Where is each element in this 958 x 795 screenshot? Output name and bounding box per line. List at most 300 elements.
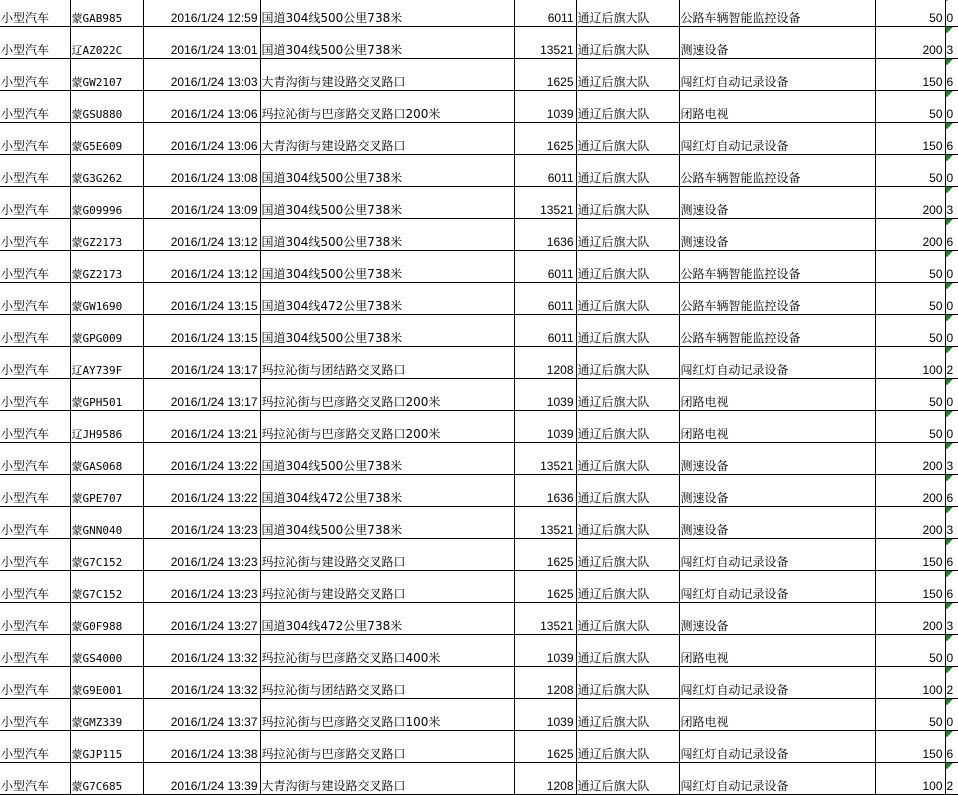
cell-points[interactable]: [945, 59, 958, 91]
cell-text: 13521: [540, 619, 574, 633]
cell-device-type[interactable]: [679, 699, 875, 731]
cell-text: 小型汽车: [1, 747, 50, 761]
cell-department[interactable]: [576, 379, 679, 411]
cell-location-code[interactable]: [514, 155, 576, 187]
cell-timestamp[interactable]: [143, 475, 260, 507]
cell-vehicle-type[interactable]: [0, 731, 70, 763]
cell-text: 200: [922, 619, 943, 633]
cell-plate-number[interactable]: [70, 91, 143, 123]
cell-timestamp[interactable]: [143, 379, 260, 411]
cell-location[interactable]: [260, 219, 514, 251]
cell-vehicle-type[interactable]: [0, 315, 70, 347]
cell-timestamp[interactable]: [143, 123, 260, 155]
cell-location-code[interactable]: [514, 347, 576, 379]
cell-text: 3: [946, 459, 954, 473]
cell-device-type[interactable]: [679, 91, 875, 123]
cell-vehicle-type[interactable]: [0, 123, 70, 155]
table-row: [0, 603, 958, 635]
cell-plate-number[interactable]: [70, 443, 143, 475]
cell-fine-amount[interactable]: [875, 411, 945, 443]
cell-timestamp[interactable]: [143, 59, 260, 91]
cell-points[interactable]: [945, 571, 958, 603]
cell-location[interactable]: [260, 123, 514, 155]
cell-vehicle-type[interactable]: [0, 91, 70, 123]
cell-text: 蒙GPE707: [71, 492, 123, 505]
cell-device-type[interactable]: [679, 763, 875, 795]
cell-timestamp[interactable]: [143, 507, 260, 539]
cell-fine-amount[interactable]: [875, 251, 945, 283]
cell-text: 蒙GZ2173: [71, 236, 123, 249]
cell-plate-number[interactable]: [70, 667, 143, 699]
cell-points[interactable]: [945, 507, 958, 539]
cell-text: 通辽后旗大队: [577, 331, 650, 345]
cell-text: 通辽后旗大队: [577, 107, 650, 121]
cell-fine-amount[interactable]: [875, 187, 945, 219]
cell-device-type[interactable]: [679, 603, 875, 635]
cell-text: 蒙GNN040: [71, 524, 123, 537]
cell-timestamp[interactable]: [143, 667, 260, 699]
cell-device-type[interactable]: [679, 0, 875, 27]
cell-points[interactable]: [945, 667, 958, 699]
cell-location[interactable]: [260, 315, 514, 347]
cell-plate-number[interactable]: [70, 635, 143, 667]
cell-text: 闭路电视: [680, 427, 729, 441]
cell-location[interactable]: [260, 283, 514, 315]
cell-location-code[interactable]: [514, 635, 576, 667]
cell-timestamp[interactable]: [143, 155, 260, 187]
cell-device-type[interactable]: [679, 539, 875, 571]
cell-fine-amount[interactable]: [875, 635, 945, 667]
cell-text: 2016/1/24 13:22: [170, 491, 258, 505]
cell-location-code[interactable]: [514, 507, 576, 539]
cell-points[interactable]: [945, 219, 958, 251]
cell-vehicle-type[interactable]: [0, 251, 70, 283]
cell-points[interactable]: [945, 731, 958, 763]
table-row: [0, 731, 958, 763]
cell-text: 大青沟街与建设路交叉路口: [261, 139, 406, 153]
cell-device-type[interactable]: [679, 283, 875, 315]
cell-text: 通辽后旗大队: [577, 43, 650, 57]
cell-text: 闯红灯自动记录设备: [680, 587, 789, 601]
cell-text: 国道304线500公里738米: [261, 331, 403, 345]
cell-points[interactable]: [945, 123, 958, 155]
cell-vehicle-type[interactable]: [0, 763, 70, 795]
cell-plate-number[interactable]: [70, 123, 143, 155]
cell-fine-amount[interactable]: [875, 731, 945, 763]
cell-text: 测速设备: [680, 491, 729, 505]
cell-points[interactable]: [945, 443, 958, 475]
cell-location-code[interactable]: [514, 27, 576, 59]
cell-plate-number[interactable]: [70, 379, 143, 411]
cell-department[interactable]: [576, 155, 679, 187]
cell-text: 0: [946, 299, 954, 313]
cell-department[interactable]: [576, 347, 679, 379]
cell-points[interactable]: [945, 539, 958, 571]
table-row: [0, 475, 958, 507]
cell-vehicle-type[interactable]: [0, 507, 70, 539]
table-row: [0, 379, 958, 411]
cell-location[interactable]: [260, 251, 514, 283]
cell-vehicle-type[interactable]: [0, 219, 70, 251]
cell-text: 小型汽车: [1, 459, 50, 473]
cell-plate-number[interactable]: [70, 187, 143, 219]
cell-department[interactable]: [576, 91, 679, 123]
cell-text: 闯红灯自动记录设备: [680, 683, 789, 697]
cell-text: 通辽后旗大队: [577, 235, 650, 249]
cell-plate-number[interactable]: [70, 155, 143, 187]
cell-points[interactable]: [945, 27, 958, 59]
cell-department[interactable]: [576, 507, 679, 539]
cell-text: 玛拉沁街与团结路交叉路口: [261, 683, 406, 697]
cell-location[interactable]: [260, 27, 514, 59]
cell-fine-amount[interactable]: [875, 91, 945, 123]
cell-plate-number[interactable]: [70, 0, 143, 27]
cell-location-code[interactable]: [514, 251, 576, 283]
cell-device-type[interactable]: [679, 379, 875, 411]
cell-vehicle-type[interactable]: [0, 699, 70, 731]
cell-text: 小型汽车: [1, 715, 50, 729]
cell-location[interactable]: [260, 475, 514, 507]
cell-plate-number[interactable]: [70, 571, 143, 603]
cell-points[interactable]: [945, 0, 958, 27]
cell-location[interactable]: [260, 763, 514, 795]
cell-plate-number[interactable]: [70, 347, 143, 379]
cell-timestamp[interactable]: [143, 219, 260, 251]
cell-points[interactable]: [945, 283, 958, 315]
cell-timestamp[interactable]: [143, 699, 260, 731]
cell-department[interactable]: [576, 187, 679, 219]
cell-timestamp[interactable]: [143, 571, 260, 603]
cell-text: 通辽后旗大队: [577, 715, 650, 729]
cell-text: 50: [929, 331, 943, 345]
cell-text: 0: [946, 331, 954, 345]
cell-device-type[interactable]: [679, 731, 875, 763]
cell-points[interactable]: [945, 187, 958, 219]
cell-text: 公路车辆智能监控设备: [680, 299, 801, 313]
cell-fine-amount[interactable]: [875, 507, 945, 539]
cell-device-type[interactable]: [679, 411, 875, 443]
cell-text: 6011: [547, 331, 574, 345]
cell-department[interactable]: [576, 27, 679, 59]
cell-text: 50: [929, 715, 943, 729]
cell-fine-amount[interactable]: [875, 539, 945, 571]
cell-device-type[interactable]: [679, 187, 875, 219]
cell-location[interactable]: [260, 667, 514, 699]
cell-location-code[interactable]: [514, 187, 576, 219]
cell-plate-number[interactable]: [70, 411, 143, 443]
cell-points[interactable]: [945, 763, 958, 795]
cell-points[interactable]: [945, 379, 958, 411]
cell-text: 6011: [547, 267, 574, 281]
cell-timestamp[interactable]: [143, 91, 260, 123]
cell-text: 1636: [546, 235, 574, 249]
cell-timestamp[interactable]: [143, 251, 260, 283]
cell-timestamp[interactable]: [143, 283, 260, 315]
cell-location-code[interactable]: [514, 475, 576, 507]
cell-device-type[interactable]: [679, 571, 875, 603]
cell-device-type[interactable]: [679, 507, 875, 539]
cell-device-type[interactable]: [679, 443, 875, 475]
cell-timestamp[interactable]: [143, 0, 260, 27]
cell-vehicle-type[interactable]: [0, 59, 70, 91]
cell-vehicle-type[interactable]: [0, 411, 70, 443]
cell-text: 2016/1/24 13:23: [170, 555, 258, 569]
cell-location[interactable]: [260, 187, 514, 219]
cell-text: 2: [946, 683, 954, 697]
cell-vehicle-type[interactable]: [0, 571, 70, 603]
cell-location-code[interactable]: [514, 411, 576, 443]
cell-vehicle-type[interactable]: [0, 443, 70, 475]
cell-department[interactable]: [576, 731, 679, 763]
cell-device-type[interactable]: [679, 123, 875, 155]
cell-location-code[interactable]: [514, 123, 576, 155]
cell-fine-amount[interactable]: [875, 219, 945, 251]
cell-vehicle-type[interactable]: [0, 539, 70, 571]
cell-text: 闯红灯自动记录设备: [680, 555, 789, 569]
cell-device-type[interactable]: [679, 635, 875, 667]
cell-plate-number[interactable]: [70, 763, 143, 795]
cell-department[interactable]: [576, 59, 679, 91]
cell-plate-number[interactable]: [70, 59, 143, 91]
cell-location[interactable]: [260, 443, 514, 475]
cell-points[interactable]: [945, 315, 958, 347]
cell-timestamp[interactable]: [143, 347, 260, 379]
cell-department[interactable]: [576, 0, 679, 27]
green-triangle-indicator-icon: [946, 731, 953, 739]
cell-location[interactable]: [260, 507, 514, 539]
cell-location-code[interactable]: [514, 59, 576, 91]
cell-timestamp[interactable]: [143, 763, 260, 795]
cell-plate-number[interactable]: [70, 603, 143, 635]
cell-vehicle-type[interactable]: [0, 155, 70, 187]
cell-location-code[interactable]: [514, 539, 576, 571]
cell-text: 通辽后旗大队: [577, 555, 650, 569]
cell-vehicle-type[interactable]: [0, 603, 70, 635]
green-triangle-indicator-icon: [946, 443, 953, 451]
cell-location[interactable]: [260, 571, 514, 603]
cell-vehicle-type[interactable]: [0, 187, 70, 219]
cell-department[interactable]: [576, 123, 679, 155]
cell-text: 1625: [546, 747, 574, 761]
cell-department[interactable]: [576, 539, 679, 571]
cell-fine-amount[interactable]: [875, 155, 945, 187]
cell-plate-number[interactable]: [70, 219, 143, 251]
cell-department[interactable]: [576, 315, 679, 347]
cell-department[interactable]: [576, 219, 679, 251]
cell-points[interactable]: [945, 347, 958, 379]
cell-text: 小型汽车: [1, 587, 50, 601]
cell-text: 6011: [547, 11, 574, 25]
cell-text: 通辽后旗大队: [577, 427, 650, 441]
cell-department[interactable]: [576, 603, 679, 635]
cell-fine-amount[interactable]: [875, 27, 945, 59]
cell-fine-amount[interactable]: [875, 443, 945, 475]
green-triangle-indicator-icon: [946, 155, 953, 163]
cell-text: 小型汽车: [1, 779, 50, 793]
cell-location-code[interactable]: [514, 571, 576, 603]
cell-vehicle-type[interactable]: [0, 347, 70, 379]
cell-text: 6011: [547, 171, 574, 185]
cell-fine-amount[interactable]: [875, 603, 945, 635]
cell-department[interactable]: [576, 667, 679, 699]
cell-location-code[interactable]: [514, 219, 576, 251]
cell-location[interactable]: [260, 539, 514, 571]
cell-location[interactable]: [260, 155, 514, 187]
cell-plate-number[interactable]: [70, 507, 143, 539]
cell-department[interactable]: [576, 699, 679, 731]
cell-vehicle-type[interactable]: [0, 283, 70, 315]
cell-text: 玛拉沁街与建设路交叉路口: [261, 587, 406, 601]
cell-device-type[interactable]: [679, 251, 875, 283]
cell-location-code[interactable]: [514, 763, 576, 795]
cell-text: 100: [922, 683, 943, 697]
cell-timestamp[interactable]: [143, 731, 260, 763]
cell-device-type[interactable]: [679, 347, 875, 379]
cell-text: 200: [922, 43, 943, 57]
cell-text: 13521: [540, 459, 574, 473]
table-row: [0, 315, 958, 347]
cell-location-code[interactable]: [514, 315, 576, 347]
cell-timestamp[interactable]: [143, 187, 260, 219]
cell-text: 测速设备: [680, 43, 729, 57]
cell-text: 蒙GW2107: [71, 76, 123, 89]
cell-location[interactable]: [260, 699, 514, 731]
cell-fine-amount[interactable]: [875, 475, 945, 507]
cell-location-code[interactable]: [514, 731, 576, 763]
cell-plate-number[interactable]: [70, 699, 143, 731]
cell-device-type[interactable]: [679, 667, 875, 699]
cell-plate-number[interactable]: [70, 731, 143, 763]
cell-vehicle-type[interactable]: [0, 379, 70, 411]
cell-device-type[interactable]: [679, 27, 875, 59]
cell-text: 蒙GPH501: [71, 396, 123, 409]
cell-timestamp[interactable]: [143, 539, 260, 571]
cell-timestamp[interactable]: [143, 635, 260, 667]
cell-points[interactable]: [945, 91, 958, 123]
cell-department[interactable]: [576, 763, 679, 795]
cell-text: 玛拉沁街与巴彦路交叉路口200米: [261, 427, 441, 441]
cell-location[interactable]: [260, 59, 514, 91]
cell-device-type[interactable]: [679, 219, 875, 251]
cell-text: 0: [946, 107, 954, 121]
cell-points[interactable]: [945, 699, 958, 731]
cell-timestamp[interactable]: [143, 27, 260, 59]
cell-plate-number[interactable]: [70, 475, 143, 507]
cell-vehicle-type[interactable]: [0, 27, 70, 59]
cell-location-code[interactable]: [514, 443, 576, 475]
cell-timestamp[interactable]: [143, 603, 260, 635]
cell-fine-amount[interactable]: [875, 347, 945, 379]
cell-fine-amount[interactable]: [875, 667, 945, 699]
cell-timestamp[interactable]: [143, 443, 260, 475]
cell-timestamp[interactable]: [143, 315, 260, 347]
table-row: [0, 219, 958, 251]
cell-department[interactable]: [576, 571, 679, 603]
cell-fine-amount[interactable]: [875, 283, 945, 315]
cell-points[interactable]: [945, 251, 958, 283]
cell-location[interactable]: [260, 347, 514, 379]
cell-device-type[interactable]: [679, 315, 875, 347]
cell-text: 6: [946, 555, 954, 569]
cell-vehicle-type[interactable]: [0, 475, 70, 507]
cell-fine-amount[interactable]: [875, 379, 945, 411]
cell-text: 小型汽车: [1, 75, 50, 89]
green-triangle-indicator-icon: [946, 347, 953, 355]
cell-points[interactable]: [945, 411, 958, 443]
cell-text: 50: [929, 395, 943, 409]
cell-location[interactable]: [260, 635, 514, 667]
cell-fine-amount[interactable]: [875, 571, 945, 603]
cell-fine-amount[interactable]: [875, 59, 945, 91]
cell-text: 200: [922, 523, 943, 537]
cell-location-code[interactable]: [514, 379, 576, 411]
cell-points[interactable]: [945, 603, 958, 635]
cell-department[interactable]: [576, 475, 679, 507]
cell-fine-amount[interactable]: [875, 699, 945, 731]
cell-fine-amount[interactable]: [875, 763, 945, 795]
cell-location[interactable]: [260, 91, 514, 123]
cell-points[interactable]: [945, 155, 958, 187]
cell-text: 闯红灯自动记录设备: [680, 139, 789, 153]
cell-location[interactable]: [260, 0, 514, 27]
cell-location[interactable]: [260, 731, 514, 763]
cell-points[interactable]: [945, 635, 958, 667]
cell-location-code[interactable]: [514, 603, 576, 635]
cell-device-type[interactable]: [679, 475, 875, 507]
cell-text: 6: [946, 75, 954, 89]
cell-vehicle-type[interactable]: [0, 635, 70, 667]
cell-device-type[interactable]: [679, 59, 875, 91]
table-row: [0, 539, 958, 571]
cell-location[interactable]: [260, 379, 514, 411]
cell-location-code[interactable]: [514, 699, 576, 731]
cell-text: 2016/1/24 13:03: [170, 75, 258, 89]
cell-text: 2016/1/24 13:39: [170, 779, 258, 793]
cell-points[interactable]: [945, 475, 958, 507]
cell-text: 50: [929, 267, 943, 281]
cell-department[interactable]: [576, 411, 679, 443]
table-row: [0, 0, 958, 27]
cell-plate-number[interactable]: [70, 315, 143, 347]
table-row: [0, 667, 958, 699]
cell-location-code[interactable]: [514, 0, 576, 27]
cell-location-code[interactable]: [514, 283, 576, 315]
cell-department[interactable]: [576, 283, 679, 315]
cell-fine-amount[interactable]: [875, 123, 945, 155]
cell-plate-number[interactable]: [70, 251, 143, 283]
cell-text: 小型汽车: [1, 491, 50, 505]
cell-department[interactable]: [576, 251, 679, 283]
cell-text: 通辽后旗大队: [577, 619, 650, 633]
cell-plate-number[interactable]: [70, 539, 143, 571]
cell-location-code[interactable]: [514, 91, 576, 123]
cell-plate-number[interactable]: [70, 283, 143, 315]
green-triangle-indicator-icon: [946, 571, 953, 579]
cell-device-type[interactable]: [679, 155, 875, 187]
cell-department[interactable]: [576, 635, 679, 667]
cell-department[interactable]: [576, 443, 679, 475]
cell-location[interactable]: [260, 603, 514, 635]
cell-timestamp[interactable]: [143, 411, 260, 443]
cell-location[interactable]: [260, 411, 514, 443]
cell-location-code[interactable]: [514, 667, 576, 699]
green-triangle-indicator-icon: [946, 219, 953, 227]
cell-plate-number[interactable]: [70, 27, 143, 59]
cell-vehicle-type[interactable]: [0, 0, 70, 27]
cell-vehicle-type[interactable]: [0, 667, 70, 699]
cell-fine-amount[interactable]: [875, 0, 945, 27]
cell-fine-amount[interactable]: [875, 315, 945, 347]
